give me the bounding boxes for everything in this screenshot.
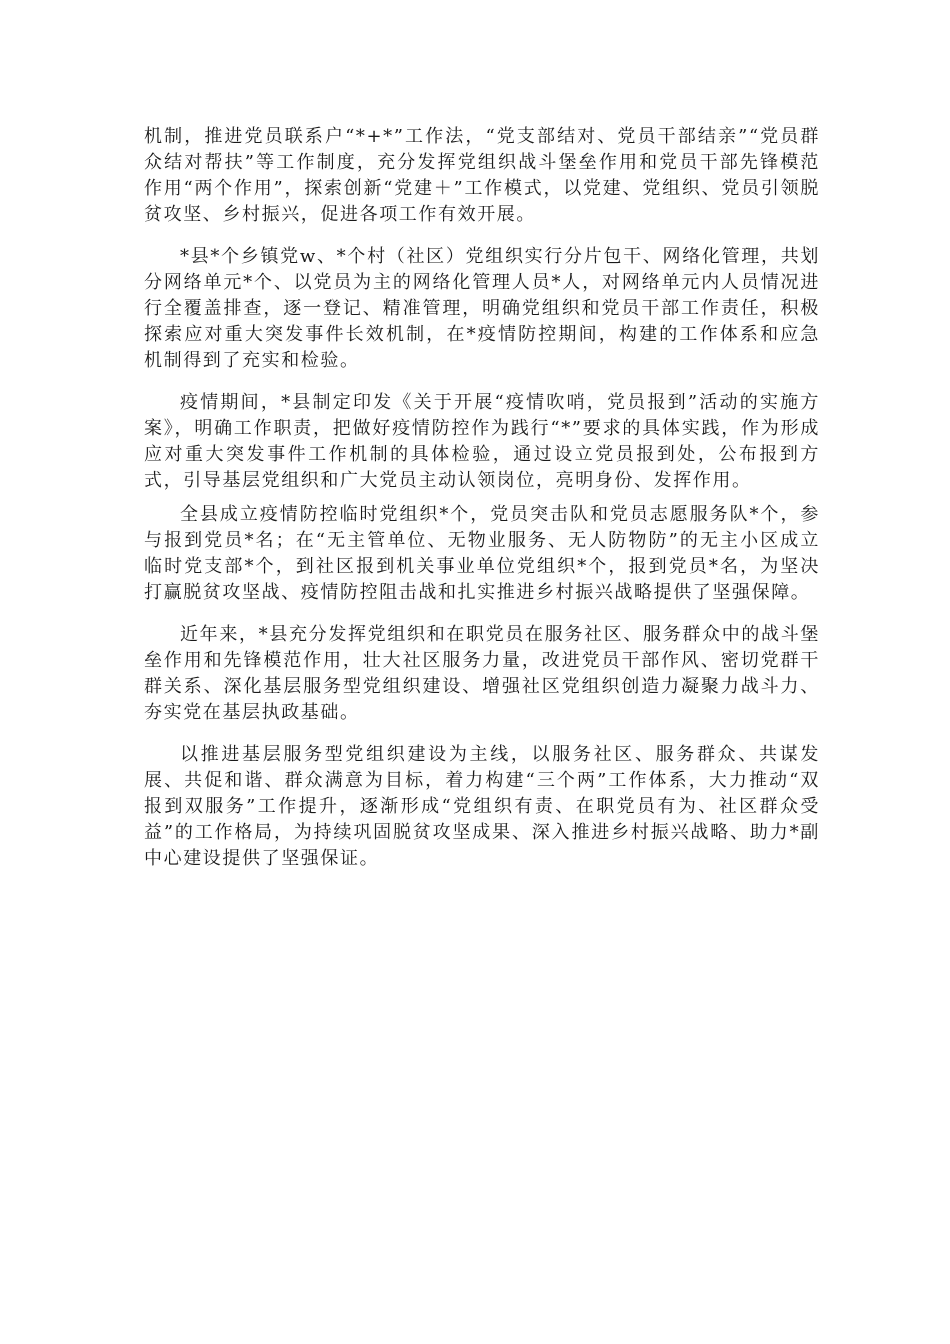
paragraph-5: 近年来，*县充分发挥党组织和在职党员在服务社区、服务群众中的战斗堡垒作用和先锋模范作用，壮大社区服务力量，改进党员干部作风、密切党群干群关系、深化基层服务型党组织建设、增强社区党组织创造力凝聚力战斗力、夯实党在基层执政基础。 bbox=[144, 624, 820, 723]
paragraph-4: 全县成立疫情防控临时党组织*个，党员突击队和党员志愿服务队*个，参与报到党员*名；在“无主管单位、无物业服务、无人防物防”的无主小区成立临时党支部*个，到社区报到机关事业单位党组织*个，报到党员*名，为坚决打赢脱贫攻坚战、疫情防控阻击战和扎实推进乡村振兴战略提供了坚强保障。 bbox=[144, 504, 820, 603]
paragraph-6: 以推进基层服务型党组织建设为主线，以服务社区、服务群众、共谋发展、共促和谐、群众满意为目标，着力构建“三个两”工作体系，大力推动“双报到双服务”工作提升，逐渐形成“党组织有责、在职党员有为、社区群众受益”的工作格局，为持续巩固脱贫攻坚成果、深入推进乡村振兴战略、助力*副中心建设提供了坚强保证。 bbox=[144, 744, 820, 869]
paragraph-1: 机制，推进党员联系户“*+*”工作法，“党支部结对、党员干部结亲”“党员群众结对帮扶”等工作制度，充分发挥党组织战斗堡垒作用和党员干部先锋模范作用“两个作用”，探索创新“党建＋”工作模式，以党建、党组织、党员引领脱贫攻坚、乡村振兴，促进各项工作有效开展。 bbox=[144, 126, 820, 225]
paragraph-3: 疫情期间，*县制定印发《关于开展“疫情吹哨，党员报到”活动的实施方案》，明确工作职责，把做好疫情防控作为践行“*”要求的具体实践，作为形成应对重大突发事件工作机制的具体检验，通过设立党员报到处，公布报到方式，引导基层党组织和广大党员主动认领岗位，亮明身份、发挥作用。 bbox=[144, 392, 820, 491]
paragraph-2: *县*个乡镇党w、*个村（社区）党组织实行分片包干、网络化管理，共划分网络单元*个、以党员为主的网络化管理人员*人，对网络单元内人员情况进行全覆盖排查，逐一登记、精准管理，明确党组织和党员干部工作责任，积极探索应对重大突发事件长效机制，在*疫情防控期间，构建的工作体系和应急机制得到了充实和检验。 bbox=[144, 246, 820, 371]
document-body bbox=[144, 124, 820, 872]
